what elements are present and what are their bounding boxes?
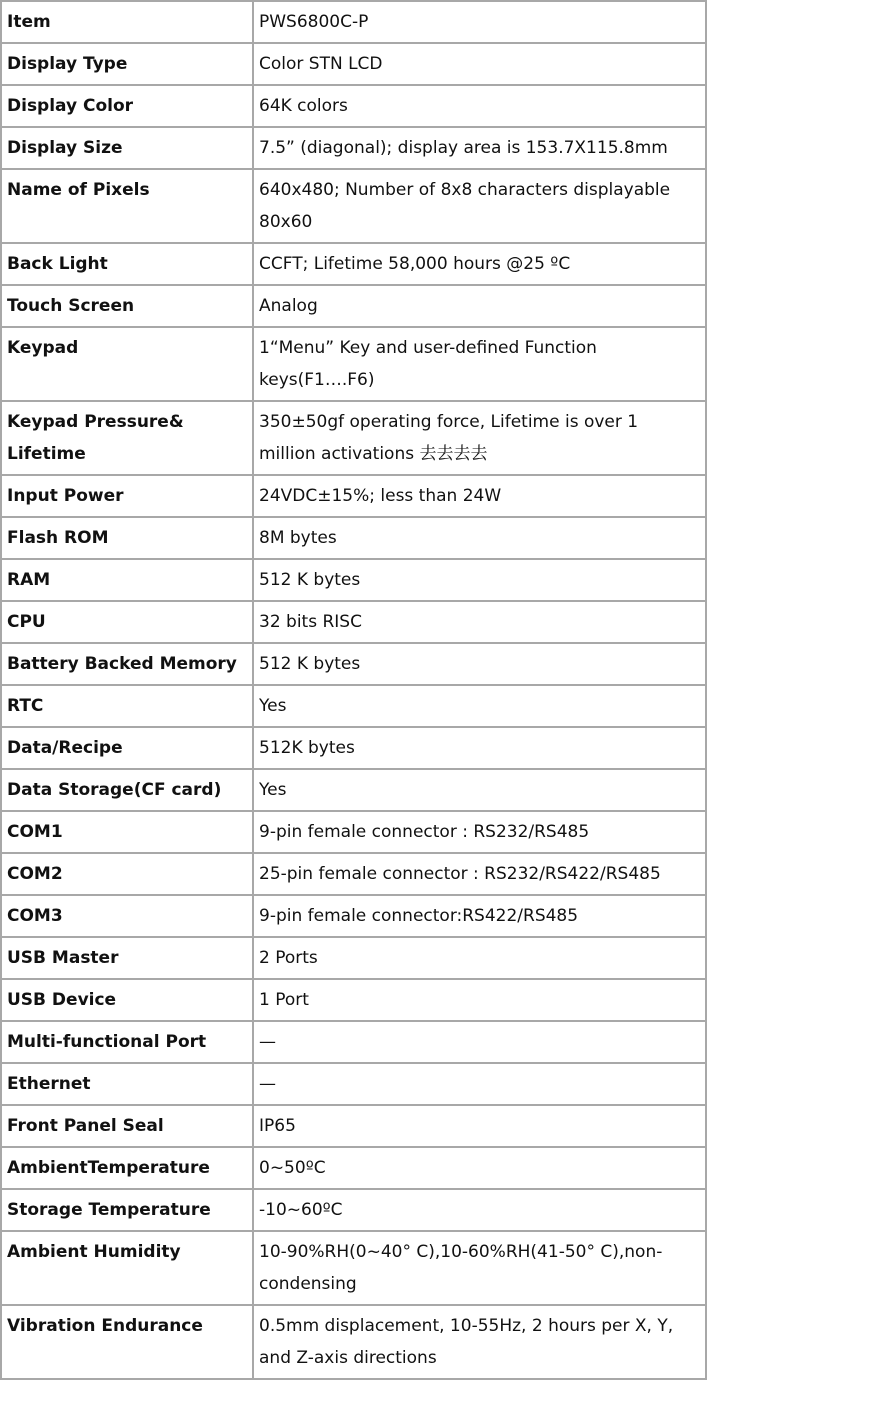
table-row xyxy=(1,937,706,979)
spec-label: Display Size xyxy=(1,127,253,169)
spec-value: 512K bytes xyxy=(253,727,706,769)
table-row xyxy=(1,1021,706,1063)
table-row xyxy=(1,85,706,127)
spec-value: 2 Ports xyxy=(253,937,706,979)
spec-value: Yes xyxy=(253,685,706,727)
spec-label: CPU xyxy=(1,601,253,643)
spec-label: COM3 xyxy=(1,895,253,937)
spec-label: USB Master xyxy=(1,937,253,979)
table-row xyxy=(1,811,706,853)
table-row xyxy=(1,401,706,475)
spec-value: 24VDC±15%; less than 24W xyxy=(253,475,706,517)
spec-label: Multi-functional Port xyxy=(1,1021,253,1063)
spec-value: PWS6800C-P xyxy=(253,1,706,43)
table-row xyxy=(1,1063,706,1105)
spec-value: — xyxy=(253,1021,706,1063)
spec-label: Data/Recipe xyxy=(1,727,253,769)
table-row xyxy=(1,1105,706,1147)
table-row xyxy=(1,127,706,169)
spec-value: IP65 xyxy=(253,1105,706,1147)
table-row xyxy=(1,43,706,85)
spec-value: — xyxy=(253,1063,706,1105)
spec-value: 10-90%RH(0~40° C),10-60%RH(41-50° C),non-condensing xyxy=(253,1231,706,1305)
spec-label: Name of Pixels xyxy=(1,169,253,243)
spec-label: Display Color xyxy=(1,85,253,127)
spec-value: 0.5mm displacement, 10-55Hz, 2 hours per X, Y, and Z-axis directions xyxy=(253,1305,706,1379)
table-row xyxy=(1,643,706,685)
table-row xyxy=(1,727,706,769)
spec-label: Touch Screen xyxy=(1,285,253,327)
spec-table-body xyxy=(1,1,706,1379)
spec-value: 25-pin female connector : RS232/RS422/RS485 xyxy=(253,853,706,895)
spec-label: Front Panel Seal xyxy=(1,1105,253,1147)
spec-value: 32 bits RISC xyxy=(253,601,706,643)
spec-value: 350±50gf operating force, Lifetime is over 1 million activations 去去去去 xyxy=(253,401,706,475)
spec-label: Ambient Humidity xyxy=(1,1231,253,1305)
table-row xyxy=(1,1305,706,1379)
spec-label: Input Power xyxy=(1,475,253,517)
spec-value: 64K colors xyxy=(253,85,706,127)
spec-value: 512 K bytes xyxy=(253,559,706,601)
spec-value: Color STN LCD xyxy=(253,43,706,85)
spec-label: COM1 xyxy=(1,811,253,853)
spec-value: 7.5” (diagonal); display area is 153.7X115.8mm xyxy=(253,127,706,169)
spec-label: Vibration Endurance xyxy=(1,1305,253,1379)
spec-value: 9-pin female connector : RS232/RS485 xyxy=(253,811,706,853)
table-row xyxy=(1,1,706,43)
table-row xyxy=(1,1147,706,1189)
spec-label: Ethernet xyxy=(1,1063,253,1105)
table-row xyxy=(1,559,706,601)
table-row xyxy=(1,1189,706,1231)
table-row xyxy=(1,769,706,811)
spec-label: Flash ROM xyxy=(1,517,253,559)
spec-value: 1“Menu” Key and user-defined Function keys(F1….F6) xyxy=(253,327,706,401)
spec-value: Analog xyxy=(253,285,706,327)
spec-label: Keypad Pressure& Lifetime xyxy=(1,401,253,475)
spec-value: 0~50ºC xyxy=(253,1147,706,1189)
spec-label: USB Device xyxy=(1,979,253,1021)
spec-label: Battery Backed Memory xyxy=(1,643,253,685)
table-row xyxy=(1,169,706,243)
spec-label: Keypad xyxy=(1,327,253,401)
spec-label: RTC xyxy=(1,685,253,727)
spec-label: Item xyxy=(1,1,253,43)
spec-value: 640x480; Number of 8x8 characters displayable 80x60 xyxy=(253,169,706,243)
spec-label: RAM xyxy=(1,559,253,601)
table-row xyxy=(1,685,706,727)
table-row xyxy=(1,979,706,1021)
spec-value: 1 Port xyxy=(253,979,706,1021)
table-row xyxy=(1,475,706,517)
table-row xyxy=(1,853,706,895)
table-row xyxy=(1,895,706,937)
table-row xyxy=(1,327,706,401)
table-row xyxy=(1,285,706,327)
spec-value: Yes xyxy=(253,769,706,811)
spec-label: AmbientTemperature xyxy=(1,1147,253,1189)
table-row xyxy=(1,517,706,559)
table-row xyxy=(1,601,706,643)
spec-value: 8M bytes xyxy=(253,517,706,559)
table-row xyxy=(1,243,706,285)
spec-value: 9-pin female connector:RS422/RS485 xyxy=(253,895,706,937)
spec-label: COM2 xyxy=(1,853,253,895)
spec-label: Storage Temperature xyxy=(1,1189,253,1231)
spec-value: -10~60ºC xyxy=(253,1189,706,1231)
spec-label: Display Type xyxy=(1,43,253,85)
spec-value: CCFT; Lifetime 58,000 hours @25 ºC xyxy=(253,243,706,285)
spec-label: Data Storage(CF card) xyxy=(1,769,253,811)
table-row xyxy=(1,1231,706,1305)
spec-label: Back Light xyxy=(1,243,253,285)
spec-value: 512 K bytes xyxy=(253,643,706,685)
